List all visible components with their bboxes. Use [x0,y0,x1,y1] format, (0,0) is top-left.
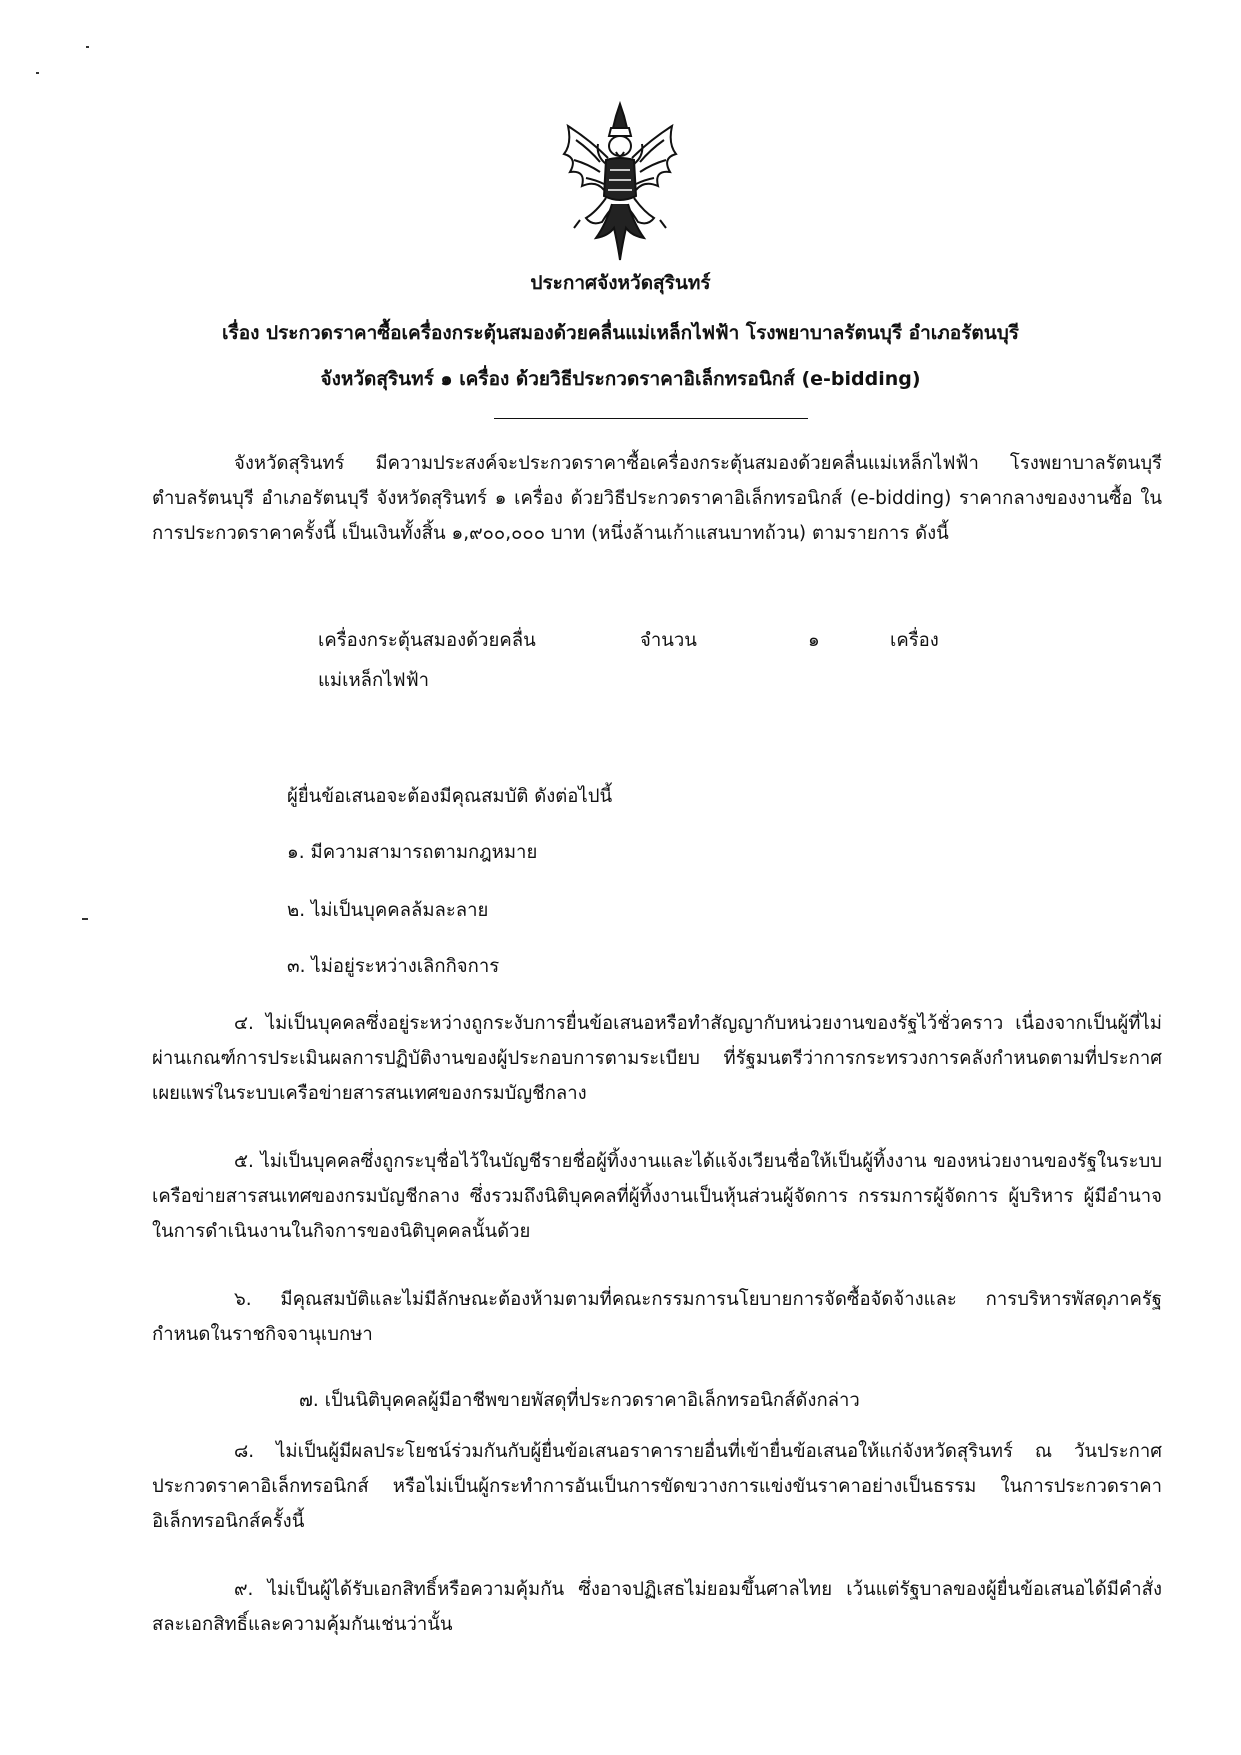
qualification-item: ๘. ไม่เป็นผู้มีผลประโยชน์ร่วมกันกับผู้ยื่นข้อเสนอราคารายอื่นที่เข้ายื่นข้อเสนอให้แก่จังหวัดสุรินทร์ ณ วันประกาศประกวดราคาอิเล็กทรอนิกส์ หรือไม่เป็นผู้กระทำการอันเป็นการขัดขวางการแข่งขันราคาอย่างเป็นธรรม ในการประกวดราคาอิเล็กทรอนิกส์ครั้งนี้ [152,1441,1162,1532]
item-name-line-1: เครื่องกระตุ้นสมองด้วยคลื่น [318,630,536,651]
item-name-line-2: แม่เหล็กไฟฟ้า [318,670,430,691]
scan-speck [36,72,39,74]
item-qty-label: จำนวน [640,630,697,651]
item-unit: เครื่อง [890,630,939,651]
qualifications-intro: ผู้ยื่นข้อเสนอจะต้องมีคุณสมบัติ ดังต่อไปนี้ [287,786,613,807]
subject-line-2: จังหวัดสุรินทร์ ๑ เครื่อง ด้วยวิธีประกวดราคาอิเล็กทรอนิกส์ (e-bidding) [320,368,921,390]
qualification-item: ๙. ไม่เป็นผู้ได้รับเอกสิทธิ์หรือความคุ้มกัน ซึ่งอาจปฏิเสธไม่ยอมขึ้นศาลไทย เว้นแต่รัฐบาลของผู้ยื่นข้อเสนอได้มีคำสั่งสละเอกสิทธิ์และความคุ้มกันเช่นว่านั้น [152,1579,1162,1635]
qualification-item: ๕. ไม่เป็นบุคคลซึ่งถูกระบุชื่อไว้ในบัญชีรายชื่อผู้ทิ้งงานและได้แจ้งเวียนชื่อให้เป็นผู้ทิ้งงาน ของหน่วยงานของรัฐในระบบเครือข่ายสารสนเทศของกรมบัญชีกลาง ซึ่งรวมถึงนิติบุคคลที่ผู้ทิ้งงานเป็นหุ้นส่วนผู้จัดการ กรรมการผู้จัดการ ผู้บริหาร ผู้มีอำนาจในการดำเนินงานในกิจการของนิติบุคคลนั้นด้วย [152,1151,1162,1242]
qualification-item: ๑. มีความสามารถตามกฎหมาย [287,842,538,863]
page-title: ประกาศจังหวัดสุรินทร์ [530,272,711,294]
qualification-item: ๖. มีคุณสมบัติและไม่มีลักษณะต้องห้ามตามที่คณะกรรมการนโยบายการจัดซื้อจัดจ้างและ การบริหารพัสดุภาครัฐกำหนดในราชกิจจานุเบกษา [152,1289,1162,1345]
qualification-item: ๓. ไม่อยู่ระหว่างเลิกกิจการ [287,956,500,977]
scan-speck [86,46,89,48]
qualification-item: ๗. เป็นนิติบุคคลผู้มีอาชีพขายพัสดุที่ประกวดราคาอิเล็กทรอนิกส์ดังกล่าว [299,1390,860,1411]
scan-speck [82,918,88,920]
title-divider [494,418,808,419]
subject-line-1: เรื่อง ประกวดราคาซื้อเครื่องกระตุ้นสมองด้วยคลื่นแม่เหล็กไฟฟ้า โรงพยาบาลรัตนบุรี อำเภอรัตนบุรี [222,322,1019,344]
intro-paragraph: จังหวัดสุรินทร์ มีความประสงค์จะประกวดราคาซื้อเครื่องกระตุ้นสมองด้วยคลื่นแม่เหล็กไฟฟ้า โรงพยาบาลรัตนบุรี ตำบลรัตนบุรี อำเภอรัตนบุรี จังหวัดสุรินทร์ ๑ เครื่อง ด้วยวิธีประกวดราคาอิเล็กทรอนิกส์ (e-bidding) ราคากลางของงานซื้อ ในการประกวดราคาครั้งนี้ เป็นเงินทั้งสิ้น ๑,๙๐๐,๐๐๐ บาท (หนึ่งล้านเก้าแสนบาทถ้วน) ตามรายการ ดังนี้ [152,453,1162,544]
garuda-emblem-icon [556,100,684,268]
item-qty: ๑ [808,630,820,651]
qualification-item: ๒. ไม่เป็นบุคคลล้มละลาย [287,900,489,921]
qualification-item: ๔. ไม่เป็นบุคคลซึ่งอยู่ระหว่างถูกระงับการยื่นข้อเสนอหรือทำสัญญากับหน่วยงานของรัฐไว้ชั่วคราว เนื่องจากเป็นผู้ที่ไม่ผ่านเกณฑ์การประเมินผลการปฏิบัติงานของผู้ประกอบการตามระเบียบ ที่รัฐมนตรีว่าการกระทรวงการคลังกำหนดตามที่ประกาศเผยแพร่ในระบบเครือข่ายสารสนเทศของกรมบัญชีกลาง [152,1013,1162,1104]
